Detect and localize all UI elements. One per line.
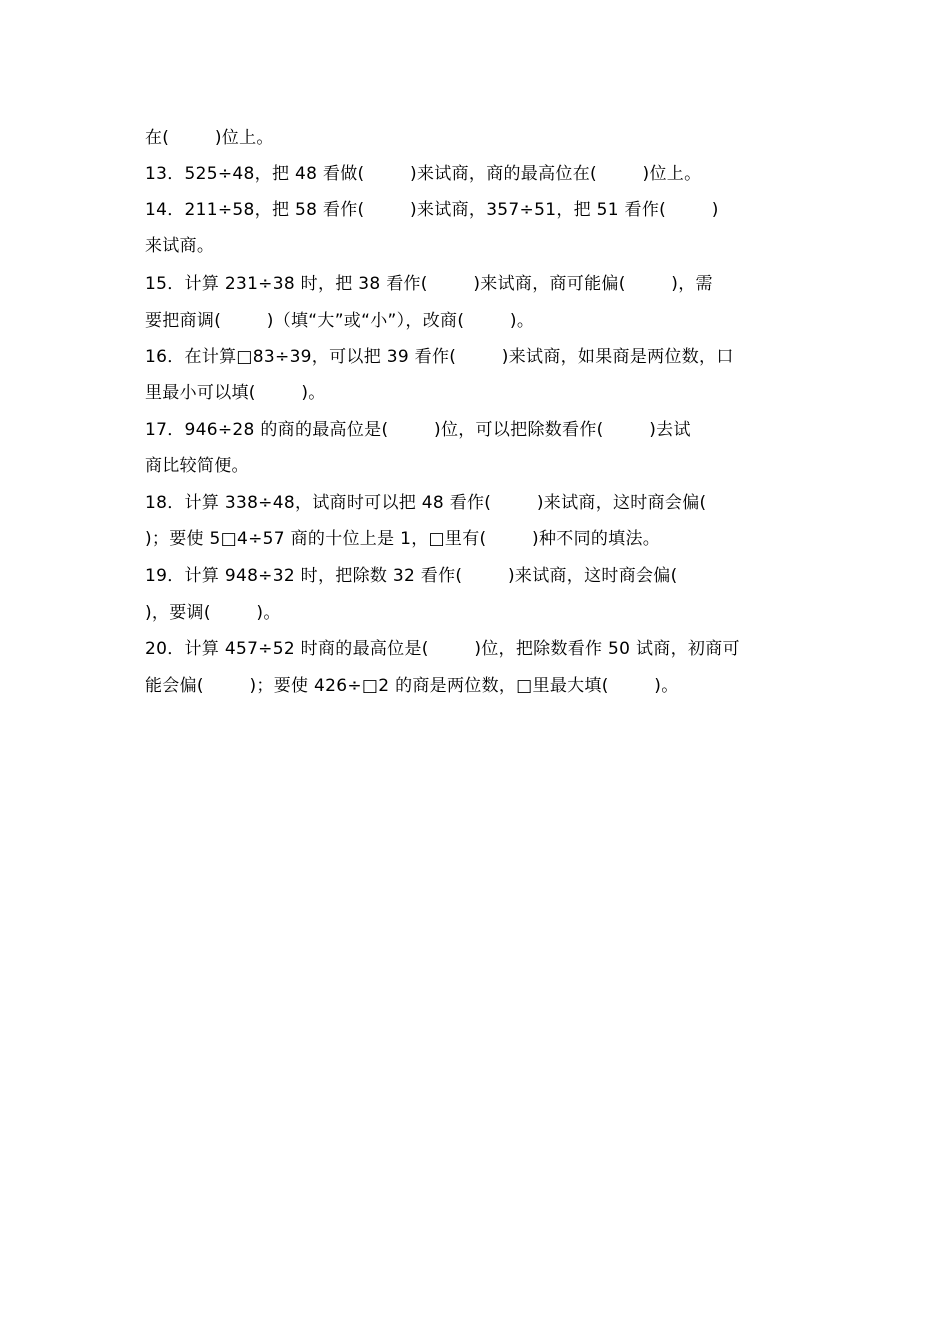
question-17-continued: 商比较简便。 (145, 456, 249, 476)
question-18-continued: )；要使 5□4÷57 商的十位上是 1，□里有( )种不同的填法。 (145, 529, 661, 549)
text-line-12-continued: 在( )位上。 (145, 128, 274, 148)
question-15-continued: 要把商调( )（填“大”或“小”），改商( )。 (145, 311, 535, 331)
question-18: 18．计算 338÷48，试商时可以把 48 看作( )来试商，这时商会偏( (145, 493, 707, 513)
question-20-continued: 能会偏( )；要使 426÷□2 的商是两位数，□里最大填( )。 (145, 676, 679, 696)
question-16: 16．在计算□83÷39，可以把 39 看作( )来试商，如果商是两位数，口 (145, 347, 734, 367)
question-15: 15．计算 231÷38 时，把 38 看作( )来试商，商可能偏( )，需 (145, 274, 713, 294)
question-16-continued: 里最小可以填( )。 (145, 383, 326, 403)
question-19-continued: )，要调( )。 (145, 603, 281, 623)
question-13: 13．525÷48，把 48 看做( )来试商，商的最高位在( )位上。 (145, 164, 702, 184)
question-14: 14．211÷58，把 58 看作( )来试商，357÷51，把 51 看作( ) (145, 200, 719, 220)
question-20: 20．计算 457÷52 时商的最高位是( )位，把除数看作 50 试商，初商可 (145, 639, 740, 659)
question-14-continued: 来试商。 (145, 236, 215, 256)
question-17: 17．946÷28 的商的最高位是( )位，可以把除数看作( )去试 (145, 420, 691, 440)
question-19: 19．计算 948÷32 时，把除数 32 看作( )来试商，这时商会偏( (145, 566, 678, 586)
